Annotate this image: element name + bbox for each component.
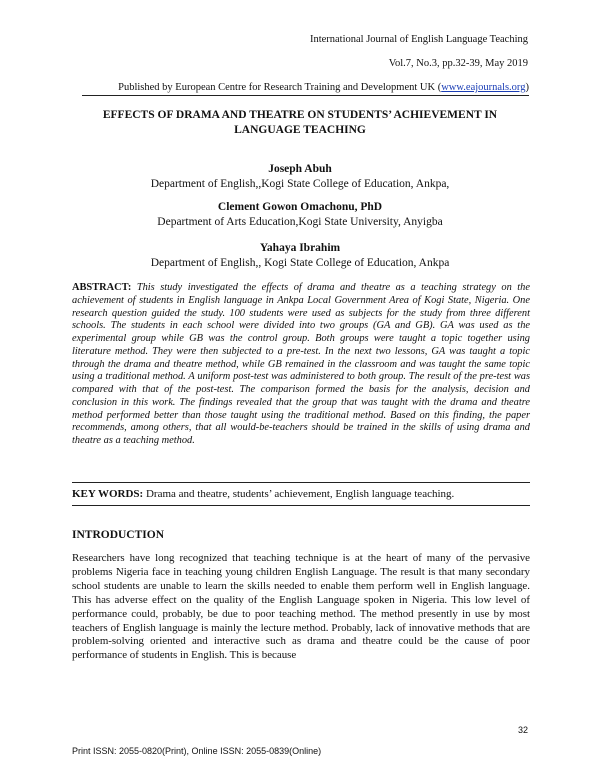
- paper-title: EFFECTS OF DRAMA AND THEATRE ON STUDENTS’ ACHIEVEMENT IN LANGUAGE TEACHING: [102, 109, 498, 136]
- author-block: [40, 200, 560, 230]
- author-name: Clement Gowon Omachonu, PhD: [217, 201, 383, 213]
- author-name: Joseph Abuh: [268, 163, 332, 175]
- issn-footer: Print ISSN: 2055-0820(Print), Online ISSN: 2055-0839(Online): [72, 746, 322, 756]
- page-number: 32: [517, 725, 528, 735]
- journal-link[interactable]: www.eajournals.org: [441, 82, 526, 93]
- introduction-text: Researchers have long recognized that teaching technique is at the heart of many of the pervasive problems Nigeria face in teaching young children English Language. The result is that many secondary school students are unable to learn the skills needed to enable them perform well in English language. This has adverse effect on the quality of the English Language spoken in Nigeria. This low level of performance could, probably, be due to poor teaching method. The method presently in use by most teachers of English language is mainly the lecture method. Probably, lack of innovative methods that are problem-solving oriented and interactive such as drama and theatre could be the cause of poor performance of students in English. This is because: [72, 552, 530, 662]
- abstract-rule: [72, 482, 530, 483]
- keywords: [72, 487, 530, 501]
- author-affiliation: Department of English,, Kogi State College of Education, Ankpa: [150, 257, 450, 269]
- author-affiliation: Department of English,,Kogi State College of Education, Ankpa,: [150, 178, 450, 190]
- author-block: [40, 241, 560, 271]
- publisher-line: [118, 82, 529, 93]
- author-name: Yahaya Ibrahim: [259, 242, 341, 254]
- keywords-label: KEY WORDS:: [72, 488, 144, 500]
- keywords-text: Drama and theatre, students’ achievement, English language teaching.: [143, 488, 455, 500]
- abstract: [72, 282, 530, 448]
- journal-volume: Vol.7, No.3, pp.32-39, May 2019: [388, 58, 528, 69]
- abstract-text: This study investigated the effects of drama and theatre as a teaching strategy on the achievement of students in English language in Ankpa Local Government Area of Kogi State, Nigeria. One research question guided the study. 100 students were used as subjects for the study from three different schools. The students in each school were divided into two groups (GA and GB). GA was used as the experimental group while GB was the control group. Both groups were taught a topic together using literature method. They were then subjected to a pre-test. In the next two lessons, GA was taught a topic through the drama and theatre method, while GB remained in the classroom and was taught the same topic using a traditional method. A uniform post-test was administered to both group. The result of the pre-test was compared with that of the post-test. The comparison formed the basis for the analysis, decision and conclusion in this work. The findings revealed that the group that was taught with the drama and theatre method performed better than those taught using the traditional method. Based on this finding, the paper recommends, among others, that all would-be-teachers should be trained in the skills of using drama and theatre as a teaching method.: [72, 282, 530, 446]
- author-affiliation: Department of Arts Education,Kogi State University, Anyigba: [157, 216, 443, 228]
- keywords-rule: [72, 505, 530, 506]
- publisher-suffix: ): [525, 82, 529, 93]
- author-block: [40, 162, 560, 192]
- publisher-prefix: Published by European Centre for Research Training and Development UK (: [118, 82, 442, 93]
- section-heading: INTRODUCTION: [72, 529, 165, 541]
- journal-name: International Journal of English Language Teaching: [309, 34, 528, 45]
- header-rule: [82, 95, 529, 96]
- abstract-label: ABSTRACT:: [72, 282, 132, 293]
